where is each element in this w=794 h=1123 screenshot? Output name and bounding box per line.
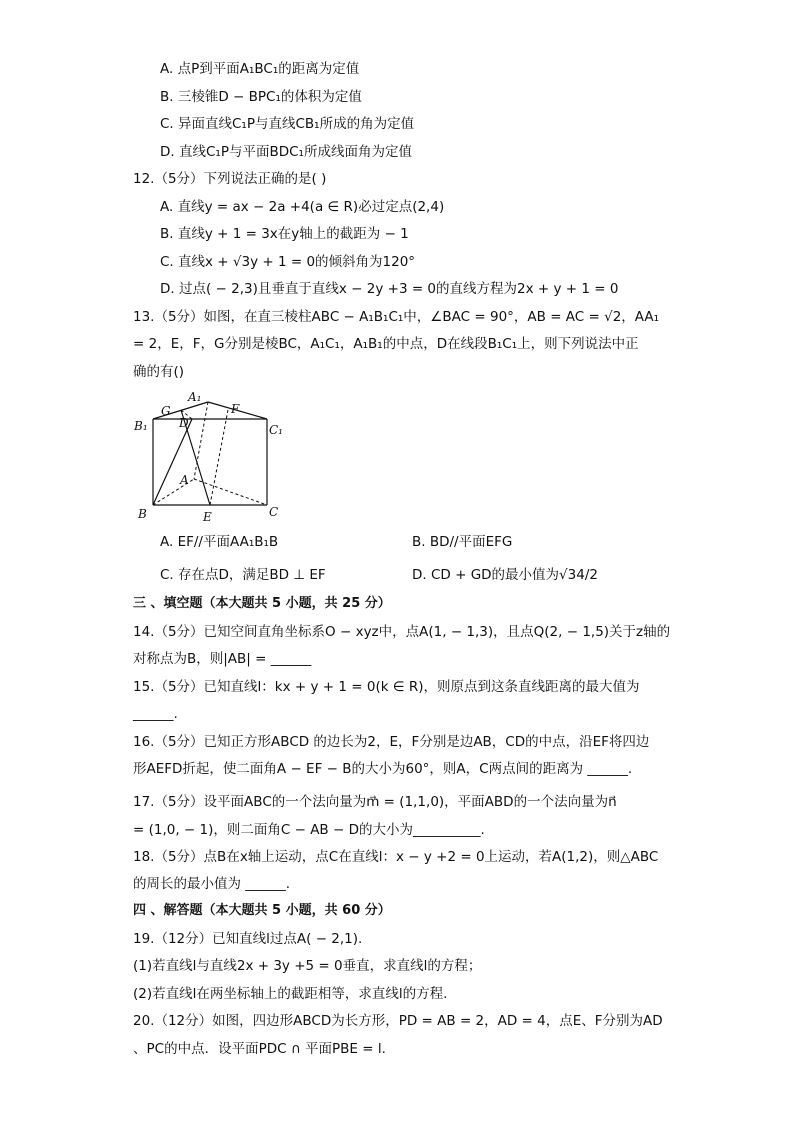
q12-option-d: D. 过点( − 2,3)且垂直于直线x − 2y +3 = 0的直线方程为2x + y + 1 = 0 — [160, 281, 619, 297]
q11-option-a: A. 点P到平面A₁BC₁的距离为定值 — [160, 61, 360, 77]
q12-option-a: A. 直线y = ax − 2a +4(a ∈ R)必过定点(2,4) — [160, 199, 445, 215]
q11-option-d: D. 直线C₁P与平面BDC₁所成线面角为定值 — [160, 144, 412, 160]
section-fill-in-heading: 三 、填空题（本大题共 5 小题，共 25 分） — [133, 596, 391, 611]
q12-stem: 12.（5分）下列说法正确的是( ) — [133, 171, 327, 187]
q18-line2: 的周长的最小值为 ______. — [133, 876, 291, 892]
label-c1: C₁ — [269, 423, 283, 437]
q16-line2: 形AEFD折起，使二面角A − EF − B的大小为60°，则A，C两点间的距离为 ______. — [133, 761, 633, 777]
q17-line1: 17.（5分）设平面ABC的一个法向量为m⃗ = (1,1,0)，平面ABD的一个法向量为n⃗ — [133, 794, 617, 810]
q12-option-b: B. 直线y + 1 = 3x在y轴上的截距为 − 1 — [160, 226, 409, 242]
q20-line1: 20.（12分）如图，四边形ABCD为长方形，PD = AB = 2，AD = 4，点E、F分别为AD — [133, 1013, 663, 1029]
q19-part2: (2)若直线l在两坐标轴上的截距相等，求直线l的方程. — [133, 986, 448, 1002]
label-a1: A₁ — [188, 390, 202, 404]
label-b1: B₁ — [134, 419, 148, 433]
q13-option-c: C. 存在点D，满足BD ⊥ EF — [160, 567, 326, 583]
q14-line1: 14.（5分）已知空间直角坐标系O − xyz中，点A(1, − 1,3)，且点Q(2, − 1,5)关于z轴的 — [133, 624, 671, 640]
q13-option-b: B. BD//平面EFG — [412, 534, 513, 550]
q13-stem-line2: = 2，E，F，G分别是棱BC，A₁C₁，A₁B₁的中点，D在线段B₁C₁上，则下列说法中正 — [133, 336, 639, 352]
q20-line2: 、PC的中点．设平面PDC ∩ 平面PBE = l. — [133, 1041, 386, 1057]
q17-line2: = (1,0, − 1)，则二面角C − AB − D的大小为__________. — [133, 822, 485, 838]
label-e: E — [203, 510, 212, 524]
label-c: C — [269, 505, 279, 519]
q13-option-a: A. EF//平面AA₁B₁B — [160, 534, 279, 550]
label-f: F — [231, 402, 240, 416]
q11-option-c: C. 异面直线C₁P与直线CB₁所成的角为定值 — [160, 116, 415, 132]
prism-figure — [130, 388, 300, 524]
q13-stem-line3: 确的有() — [133, 364, 185, 380]
q19-part1: (1)若直线l与直线2x + 3y +5 = 0垂直，求直线l的方程； — [133, 958, 482, 974]
q14-line2: 对称点为B，则|AB| = ______ — [133, 651, 312, 667]
section-solve-heading: 四 、解答题（本大题共 5 小题，共 60 分） — [133, 903, 391, 918]
q12-option-c: C. 直线x + √3y + 1 = 0的倾斜角为120° — [160, 254, 416, 270]
label-a: A — [180, 473, 189, 487]
q13-option-d: D. CD + GD的最小值为√34/2 — [412, 567, 598, 583]
q15-line1: 15.（5分）已知直线l：kx + y + 1 = 0(k ∈ R)，则原点到这条直线距离的最大值为 — [133, 679, 640, 695]
q16-line1: 16.（5分）已知正方形ABCD 的边长为2，E，F分别是边AB，CD的中点，沿EF将四边 — [133, 734, 650, 750]
q19-stem: 19.（12分）已知直线l过点A( − 2,1). — [133, 931, 363, 947]
label-g: G — [161, 404, 171, 418]
q18-line1: 18.（5分）点B在x轴上运动，点C在直线l：x − y +2 = 0上运动，若A(1,2)，则△ABC — [133, 849, 659, 865]
label-d: D — [179, 416, 189, 430]
label-b: B — [138, 507, 147, 521]
q13-stem-line1: 13.（5分）如图，在直三棱柱ABC − A₁B₁C₁中，∠BAC = 90°，AB = AC = √2，AA₁ — [133, 309, 660, 325]
q15-line2: ______. — [133, 706, 178, 722]
q11-option-b: B. 三棱锥D − BPC₁的体积为定值 — [160, 89, 362, 105]
